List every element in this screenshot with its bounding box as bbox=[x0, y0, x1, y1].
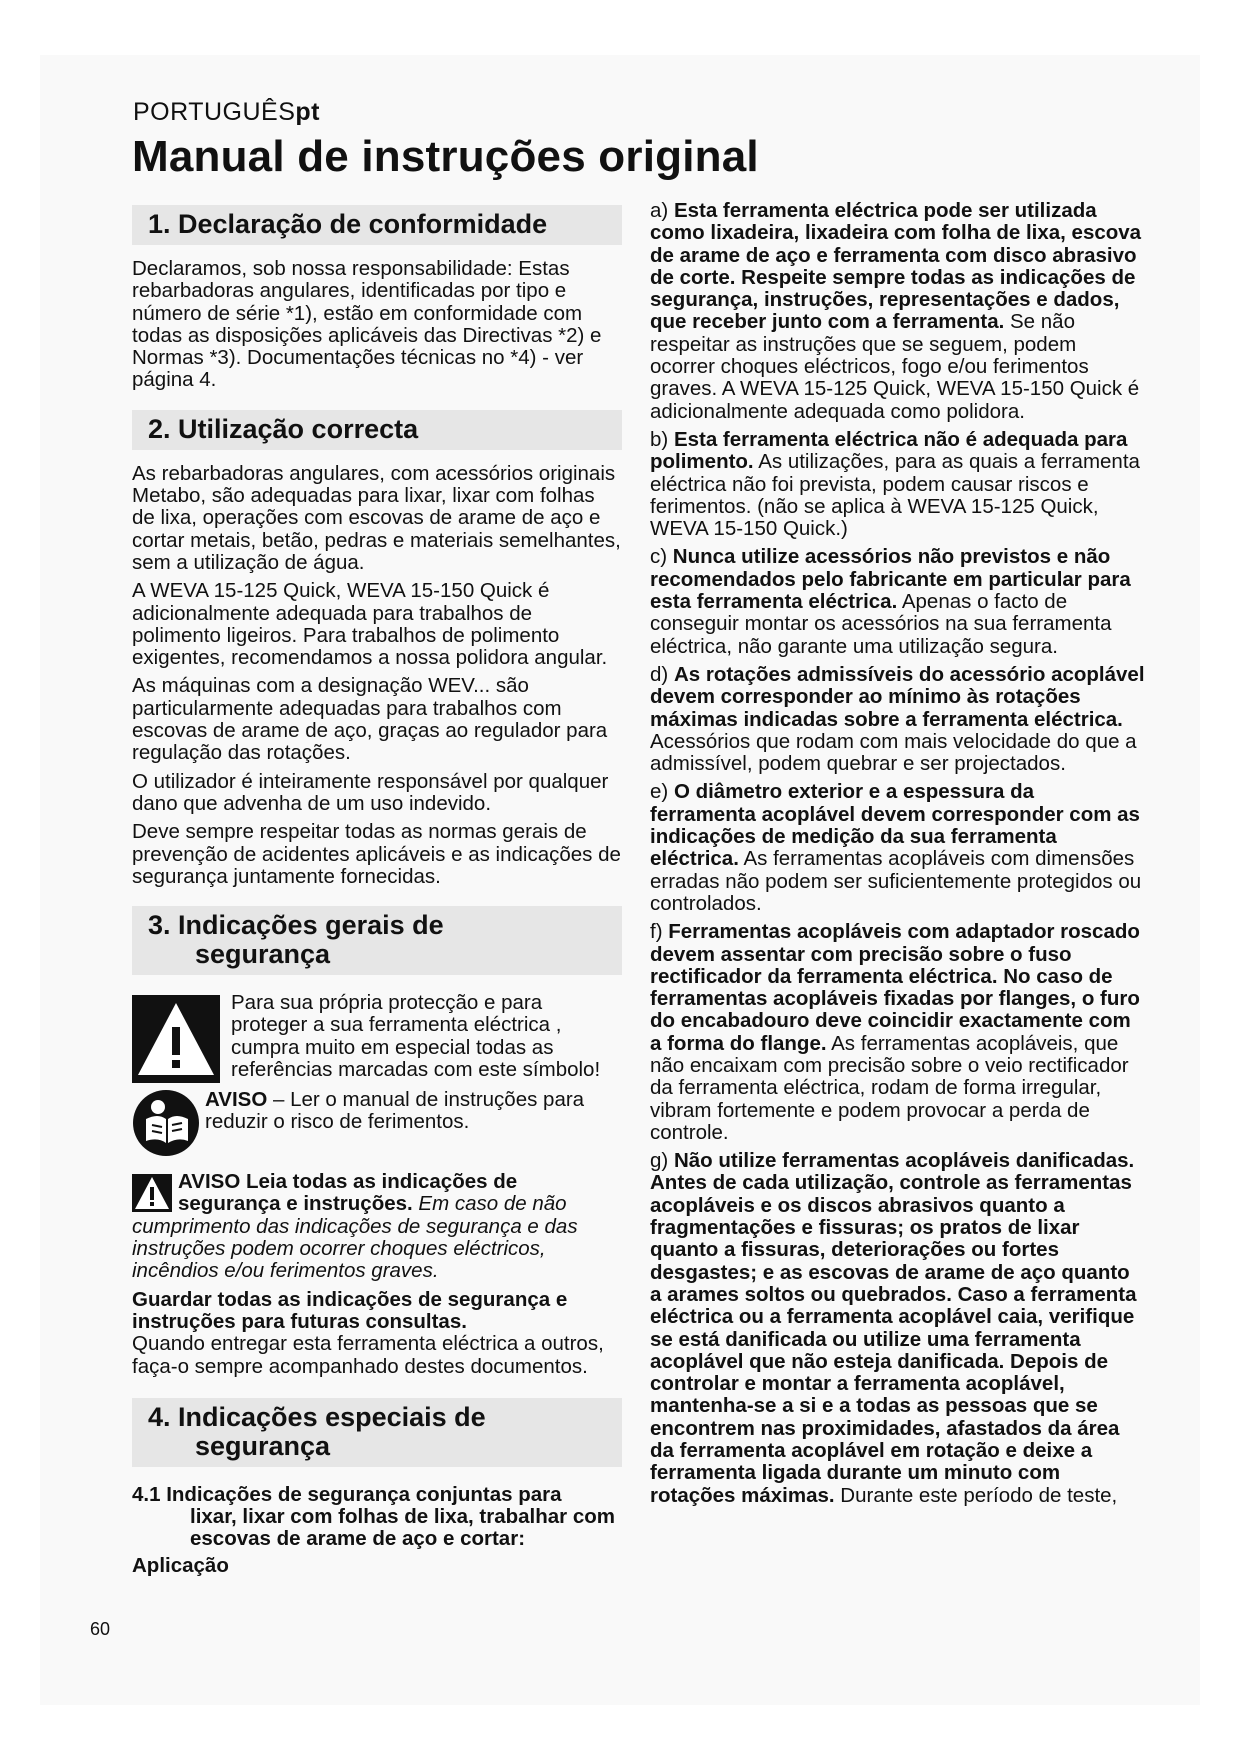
page-title: Manual de instruções original bbox=[132, 132, 759, 181]
aplicacao-heading: Aplicação bbox=[132, 1553, 229, 1577]
usage-paragraph-2: A WEVA 15-125 Quick, WEVA 15-150 Quick é adicionalmente adequada para trabalhos de polimento ligeiros. Para trabalhos de polimento exigentes, recomendamos a nossa polidora angular. bbox=[132, 579, 608, 670]
section-heading-3: 3. Indicações gerais de segurança bbox=[132, 906, 622, 975]
warning-triangle-small-icon bbox=[132, 1174, 172, 1212]
item-g: g) Não utilize ferramentas acopláveis danificadas. Antes de cada utilização, controle as ferramentas acopláveis e os discos abrasivos quanto a fragmentações e fissuras; os pratos de lixar quanto a fissuras, deteriorações ou fortes desgastes; e as escovas de arame de aço quanto a arames soltos ou quebrados. Caso a ferramenta eléctrica ou a ferramenta acoplável caia, verifique se está danificada ou utilize uma ferramenta acoplável que não esteja danificada. Depois de controlar e montar a ferramenta acoplável, mantenha-se a si e a todas as pessoas que se encontrem nas proximidades, afastados da área da ferramenta acoplável em rotação e deixe a ferramenta ligada durante um minuto com rotações máximas. Durante este período de teste, bbox=[650, 1149, 1137, 1507]
section-heading-2: 2. Utilização correcta bbox=[132, 410, 622, 450]
usage-paragraph-1: As rebarbadoras angulares, com acessórios originais Metabo, são adequadas para lixar, lixar com folhas de lixa, operações com escovas de arame de aço e cortar metais, betão, pedras e materiais semelhantes, sem a utilização de água. bbox=[132, 461, 621, 574]
keep-instructions-paragraph: Guardar todas as indicações de segurança e instruções para futuras consultas. Quando entregar esta ferramenta eléctrica a outros, faça-o sempre acompanhado destes documentos. bbox=[132, 1287, 604, 1378]
usage-paragraph-5: Deve sempre respeitar todas as normas gerais de prevenção de acidentes aplicáveis e as indicações de segurança juntamente fornecidas. bbox=[132, 820, 621, 888]
aviso-read-manual: AVISO – Ler o manual de instruções para reduzir o risco de ferimentos. bbox=[205, 1088, 585, 1134]
section-heading-1: 1. Declaração de conformidade bbox=[132, 205, 622, 245]
warning-triangle-icon bbox=[132, 995, 220, 1083]
warning-symbol-block bbox=[132, 992, 622, 1083]
subsection-heading-4-1: 4.1 Indicações de segurança conjuntas para lixar, lixar com folhas de lixa, trabalhar com escovas de arame de aço e cortar: bbox=[132, 1482, 615, 1551]
usage-paragraph-4: O utilizador é inteiramente responsável por qualquer dano que advenha de um uso indevido. bbox=[132, 769, 609, 815]
language-label: PORTUGUÊSpt bbox=[133, 98, 321, 126]
item-e: e) O diâmetro exterior e a espessura da ferramenta acoplável devem corresponder com as indicações de medição da sua ferramenta eléctrica. As ferramentas acopláveis com dimensões erradas não podem ser suficientemente protegidos ou controlados. bbox=[650, 780, 1142, 915]
item-b: b) Esta ferramenta eléctrica não é adequada para polimento. As utilizações, para as quais a ferramenta eléctrica não foi prevista, podem causar riscos e ferimentos. (não se aplica à WEVA 15-125 Quick, WEVA 15-150 Quick.) bbox=[650, 427, 1140, 541]
item-a: a) Esta ferramenta eléctrica pode ser utilizada como lixadeira, lixadeira com folha de lixa, escova de arame de aço e ferramenta com disco abrasivo de corte. Respeite sempre todas as indicações de segurança, instruções, representações e dados, que receber junto com a ferramenta. Se não respeitar as instruções que se seguem, podem ocorrer choques eléctricos, fogo e/ou ferimentos graves. A WEVA 15-125 Quick, WEVA 15-150 Quick é adicionalmente adequada como polidora. bbox=[650, 199, 1142, 423]
page-number: 60 bbox=[90, 1619, 111, 1639]
section-heading-4: 4. Indicações especiais de segurança bbox=[132, 1398, 622, 1467]
item-c: c) Nunca utilize acessórios não previstos e não recomendados pelo fabricante em particular para esta ferramenta eléctrica. Apenas o facto de conseguir montar os acessórios na sua ferramenta eléctrica, não garante uma utilização segura. bbox=[650, 545, 1131, 658]
read-manual-icon bbox=[132, 1089, 200, 1157]
item-d: d) As rotações admissíveis do acessório acoplável devem corresponder ao mínimo às rotações máximas indicadas sobre a ferramenta eléctrica. Acessórios que rodam com mais velocidade do que a admissível, podem quebrar e ser projectados. bbox=[650, 662, 1145, 776]
right-column bbox=[650, 200, 1145, 1507]
symbol-explanation: Para sua própria protecção e para proteger a sua ferramenta eléctrica , cumpra muito em especial todas as referências marcadas com este símbolo! bbox=[231, 991, 601, 1082]
left-column bbox=[132, 205, 622, 1577]
item-f: f) Ferramentas acopláveis com adaptador roscado devem assentar com precisão sobre o fuso rectificador da ferramenta eléctrica. No caso de ferramentas acopláveis fixadas por flanges, o furo do encabadouro deve coincidir exactamente com a forma do flange. As ferramentas acopláveis, que não encaixam com precisão sobre o veio rectificador da ferramenta eléctrica, rodam de forma irregular, vibram fortemente e podem provocar a perda de controle. bbox=[650, 920, 1140, 1144]
declaration-paragraph: Declaramos, sob nossa responsabilidade: Estas rebarbadoras angulares, identificadas por tipo e número de série *1), estão em conformidade com todas as disposições aplicáveis das Directivas *2) e Normas *3). Documentações técnicas no *4) - ver página 4. bbox=[132, 257, 602, 392]
usage-paragraph-3: As máquinas com a designação WEV... são particularmente adequadas para trabalhos com escovas de arame de aço, graças ao regulador para regulação das rotações. bbox=[132, 674, 608, 765]
read-manual-block bbox=[132, 1089, 622, 1157]
aviso-warning-paragraph: AVISO Leia todas as indicações de segurança e instruções. Em caso de não cumprimento das indicações de segurança e das instruções podem ocorrer choques eléctricos, incêndios e/ou ferimentos graves. bbox=[132, 1170, 578, 1283]
